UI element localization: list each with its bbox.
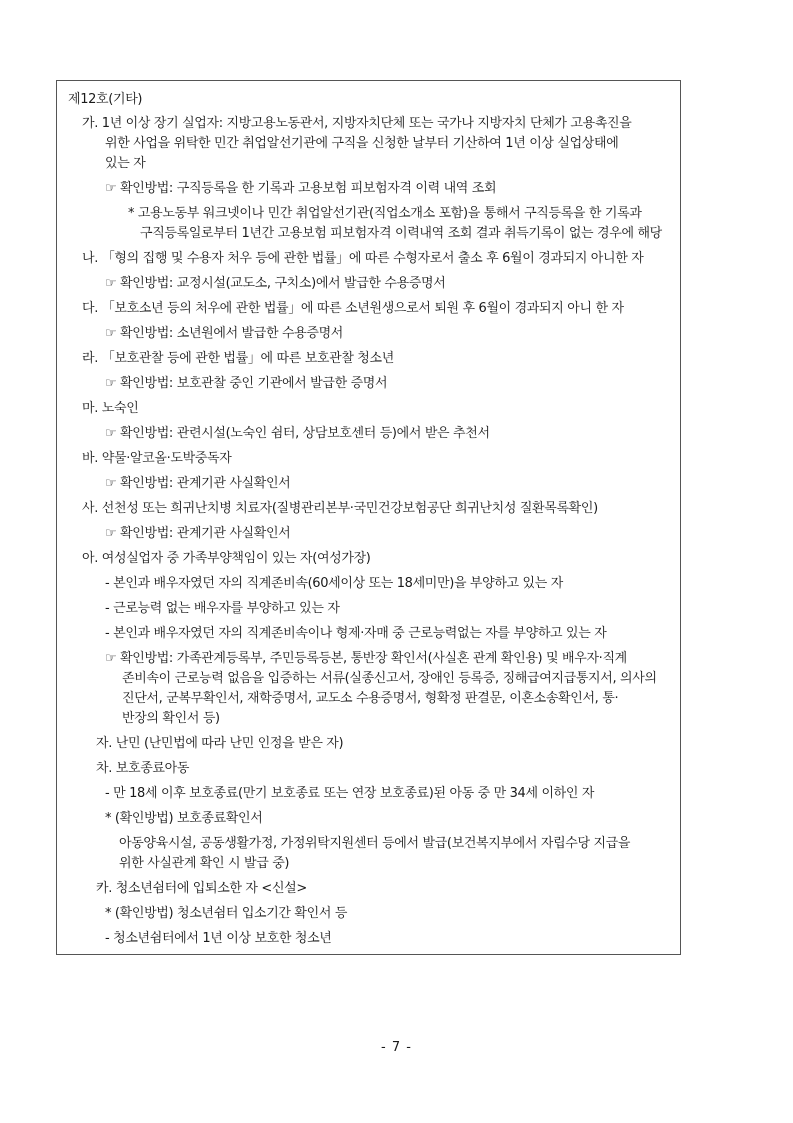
item-ma-check: ☞ 확인방법: 관련시설(노숙인 쉼터, 상담보호센터 등)에서 받은 추천서: [105, 426, 490, 441]
item-a-check-2: 존비속이 근로능력 없음을 입증하는 서류(실종신고서, 장애인 등록증, 징해급여지급통지서, 의사의: [122, 671, 657, 686]
item-a-sub-2: - 근로능력 없는 배우자를 부양하고 있는 자: [105, 601, 340, 616]
item-cha-note-1: 아동양육시설, 공동생활가정, 가정위탁지원센터 등에서 발급(보건복지부에서 자립수당 지급을: [119, 836, 631, 851]
item-ga-line-2: 위한 사업을 위탁한 민간 취업알선기관에 구직을 신청한 날부터 기산하여 1년 이상 실업상태에: [105, 136, 619, 151]
item-sa: 사. 선천성 또는 희귀난치병 치료자(질병관리본부·국민건강보험공단 희귀난치성 질환목록확인): [82, 501, 598, 516]
item-a-sub-3: - 본인과 배우자였던 자의 직계존비속이나 형제·자매 중 근로능력없는 자를 부양하고 있는 자: [105, 626, 607, 641]
item-ka-sub-1: - 청소년쉼터에서 1년 이상 보호한 청소년: [105, 931, 332, 946]
item-ga-line-3: 있는 자: [105, 156, 146, 171]
item-cha-sub-1: - 만 18세 이후 보호종료(만기 보호종료 또는 연장 보호종료)된 아동 중 만 34세 이하인 자: [105, 786, 595, 801]
item-ba: 바. 약물·알코올·도박중독자: [82, 451, 232, 466]
item-a-check-3: 진단서, 군복무확인서, 재학증명서, 교도소 수용증명서, 형확정 판결문, 이혼소송확인서, 통·: [122, 691, 619, 706]
item-a-check-1: ☞ 확인방법: 가족관계등록부, 주민등록등본, 통반장 확인서(사실혼 관계 확인용) 및 배우자·직계: [105, 651, 627, 666]
item-na-check: ☞ 확인방법: 교정시설(교도소, 구치소)에서 발급한 수용증명서: [105, 276, 446, 291]
item-ma: 마. 노숙인: [82, 401, 139, 416]
item-a-sub-1: - 본인과 배우자였던 자의 직계존비속(60세이상 또는 18세미만)을 부양하고 있는 자: [105, 576, 563, 591]
item-a-check-4: 반장의 확인서 등): [122, 711, 220, 726]
item-ka-check: * (확인방법) 청소년쉼터 입소기간 확인서 등: [105, 906, 348, 921]
item-ba-check: ☞ 확인방법: 관계기관 사실확인서: [105, 476, 291, 491]
item-ga-note-2: 구직등록일로부터 1년간 고용보험 피보험자격 이력내역 조회 결과 취득기록이 없는 경우에 해당: [140, 226, 662, 241]
item-ga-check: ☞ 확인방법: 구직등록을 한 기록과 고용보험 피보험자격 이력 내역 조회: [105, 181, 497, 196]
item-ka: 카. 청소년쉼터에 입퇴소한 자 <신설>: [96, 881, 307, 896]
item-cha-note-2: 위한 사실관계 확인 시 발급 중): [119, 856, 290, 871]
item-a: 아. 여성실업자 중 가족부양책임이 있는 자(여성가장): [82, 551, 371, 566]
item-ja: 자. 난민 (난민법에 따라 난민 인정을 받은 자): [96, 736, 344, 751]
item-ga-note-1: * 고용노동부 워크넷이나 민간 취업알선기관(직업소개소 포함)을 통해서 구직등록을 한 기록과: [128, 206, 642, 221]
item-ga-line-1: 가. 1년 이상 장기 실업자: 지방고용노동관서, 지방자치단체 또는 국가나 지방자치 단체가 고용촉진을: [82, 116, 632, 131]
item-ra-check: ☞ 확인방법: 보호관찰 중인 기관에서 발급한 증명서: [105, 376, 388, 391]
section-title: 제12호(기타): [68, 92, 143, 107]
item-da-check: ☞ 확인방법: 소년원에서 발급한 수용증명서: [105, 326, 343, 341]
page-number: - 7 -: [381, 1040, 412, 1055]
item-ra: 라. 「보호관찰 등에 관한 법률」에 따른 보호관찰 청소년: [82, 351, 394, 366]
item-sa-check: ☞ 확인방법: 관계기관 사실확인서: [105, 526, 291, 541]
item-da: 다. 「보호소년 등의 처우에 관한 법률」에 따른 소년원생으로서 퇴원 후 6월이 경과되지 아니 한 자: [82, 301, 624, 316]
item-na: 나. 「형의 집행 및 수용자 처우 등에 관한 법률」에 따른 수형자로서 출소 후 6월이 경과되지 아니한 자: [82, 251, 644, 266]
item-cha-check: * (확인방법) 보호종료확인서: [105, 811, 263, 826]
item-cha: 차. 보호종료아동: [96, 761, 190, 776]
